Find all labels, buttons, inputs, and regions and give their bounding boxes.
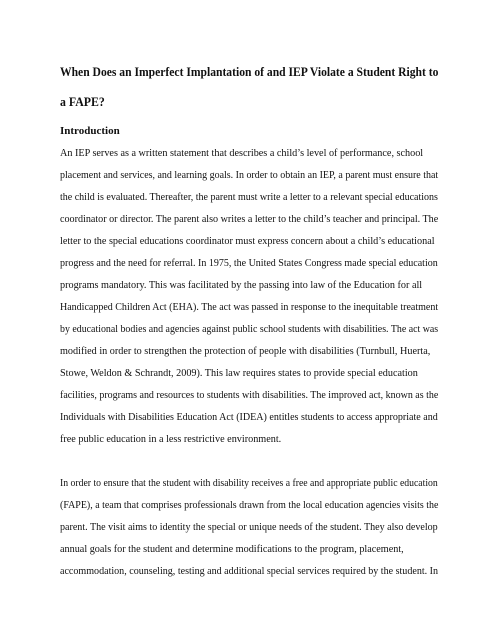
paragraph-2-line: accommodation, counseling, testing and additional special services required by the student. In xyxy=(60,566,439,577)
paragraph-1-line: Individuals with Disabilities Education Act (IDEA) entitles students to access appropriate and xyxy=(60,412,438,423)
paragraph-1-line: An IEP serves as a written statement that describes a child’s level of performance, school xyxy=(60,148,424,159)
paragraph-1-line: programs mandatory. This was facilitated by the passing into law of the Education for all xyxy=(60,280,423,291)
paragraph-1-line: coordinator or director. The parent also writes a letter to the child’s teacher and principal. The xyxy=(60,214,439,225)
paragraph-1-line: modified in order to strengthen the protection of people with disabilities (Turnbull, Huerta, xyxy=(60,346,431,357)
paragraph-1-line: the child is evaluated. Thereafter, the parent must write a letter to a relevant special educations xyxy=(60,192,438,203)
paragraph-2-line: parent. The visit aims to identity the special or unique needs of the student. They also develop xyxy=(60,522,438,533)
paragraph-1-line: placement and services, and learning goals. In order to obtain an IEP, a parent must ensure that xyxy=(60,170,439,181)
section-heading: Introduction xyxy=(60,125,120,137)
paragraph-2-line: (FAPE), a team that comprises professionals drawn from the local education agencies visits the xyxy=(60,500,439,511)
paragraph-1-line: by educational bodies and agencies against public school students with disabilities. The act was xyxy=(60,324,439,335)
paragraph-1-line: progress and the need for referral. In 1975, the United States Congress made special education xyxy=(60,258,438,269)
paragraph-2-line: annual goals for the student and determine modifications to the program, placement, xyxy=(60,544,404,555)
paragraph-1-line: free public education in a less restrictive environment. xyxy=(60,434,282,445)
paragraph-1-line: letter to the special educations coordinator must express concern about a child’s educational xyxy=(60,236,435,247)
document-title-line-1: When Does an Imperfect Implantation of and IEP Violate a Student Right to xyxy=(60,65,439,79)
paragraph-1-line: Stowe, Weldon & Schrandt, 2009). This law requires states to provide special education xyxy=(60,368,418,379)
document-title-line-2: a FAPE? xyxy=(60,95,105,109)
paragraph-1-line: facilities, programs and resources to students with disabilities. The improved act, known as the xyxy=(60,390,439,401)
paragraph-2-line: In order to ensure that the student with disability receives a free and appropriate public education xyxy=(60,478,438,489)
paragraph-1-line: Handicapped Children Act (EHA). The act was passed in response to the inequitable treatment xyxy=(60,302,439,313)
